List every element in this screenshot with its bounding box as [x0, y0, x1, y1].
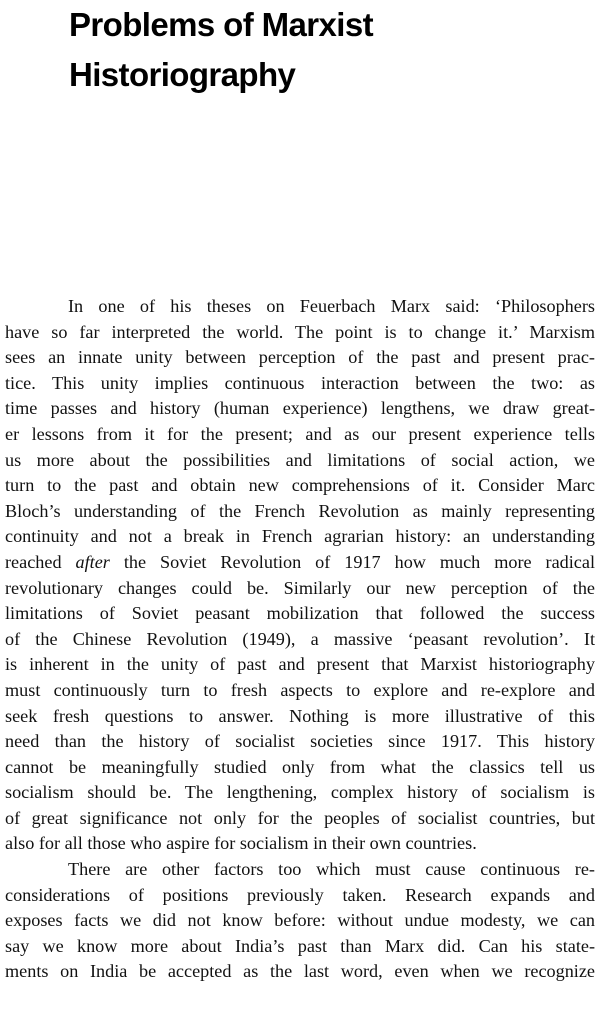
- text-line: considerations of positions previously taken. Research expands and: [5, 884, 595, 905]
- text-line: have so far interpreted the world. The point is to change it.’ Marxism: [5, 321, 595, 342]
- italic-emphasis: after: [75, 551, 110, 572]
- text-line: of the Chinese Revolution (1949), a massive ‘peasant revolution’. It: [5, 628, 595, 649]
- text-line: continuity and not a break in French agrarian history: an understanding: [5, 526, 595, 547]
- text-line: need than the history of socialist societies since 1917. This history: [5, 731, 595, 752]
- paragraph-1: [5, 294, 595, 857]
- text-line: Bloch’s understanding of the French Revolution as mainly representing: [5, 500, 595, 521]
- text-line: sees an innate unity between perception of the past and present prac-: [5, 347, 595, 368]
- text-line: There are other factors too which must cause continuous re-: [68, 859, 595, 880]
- text-line: also for all those who aspire for socialism in their own countries.: [5, 833, 477, 854]
- text-line: seek fresh questions to answer. Nothing is more illustrative of this: [5, 705, 595, 726]
- text-line: is inherent in the unity of past and present that Marxist historiography: [5, 654, 595, 675]
- chapter-title-line-1: Problems of Marxist: [69, 6, 374, 43]
- text-line: of great significance not only for the peoples of socialist countries, but: [5, 807, 595, 828]
- paragraph-2: [5, 857, 595, 985]
- text-line: limitations of Soviet peasant mobilization that followed the success: [5, 603, 595, 624]
- text-line: In one of his theses on Feuerbach Marx said: ‘Philosophers: [68, 296, 595, 316]
- text-line: tice. This unity implies continuous interaction between the two: as: [5, 372, 595, 393]
- chapter-title-line-2: Historiography: [69, 56, 296, 93]
- text-line: revolutionary changes could be. Similarly our new perception of the: [5, 577, 595, 598]
- text-fragment: reached: [5, 551, 62, 572]
- chapter-title: [69, 0, 373, 100]
- text-line: must continuously turn to fresh aspects to explore and re-explore and: [5, 679, 595, 700]
- text-line: say we know more about India’s past than Marx did. Can his state-: [5, 935, 595, 956]
- text-line: cannot be meaningfully studied only from what the classics tell us: [5, 756, 595, 777]
- text-line: er lessons from it for the present; and as our present experience tells: [5, 423, 595, 444]
- text-line: exposes facts we did not know before: without undue modesty, we can: [5, 910, 595, 931]
- text-line: turn to the past and obtain new comprehensions of it. Consider Marc: [5, 475, 595, 496]
- text-line: socialism should be. The lengthening, complex history of socialism is: [5, 782, 595, 803]
- body-text: [5, 294, 595, 985]
- text-fragment: the Soviet Revolution of 1917 how much more radical: [123, 551, 596, 572]
- text-line: [5, 550, 595, 576]
- text-line: us more about the possibilities and limitations of social action, we: [5, 449, 595, 470]
- text-line: time passes and history (human experience) lengthens, we draw great-: [5, 398, 595, 419]
- text-line: ments on India be accepted as the last word, even when we recognize: [5, 961, 595, 982]
